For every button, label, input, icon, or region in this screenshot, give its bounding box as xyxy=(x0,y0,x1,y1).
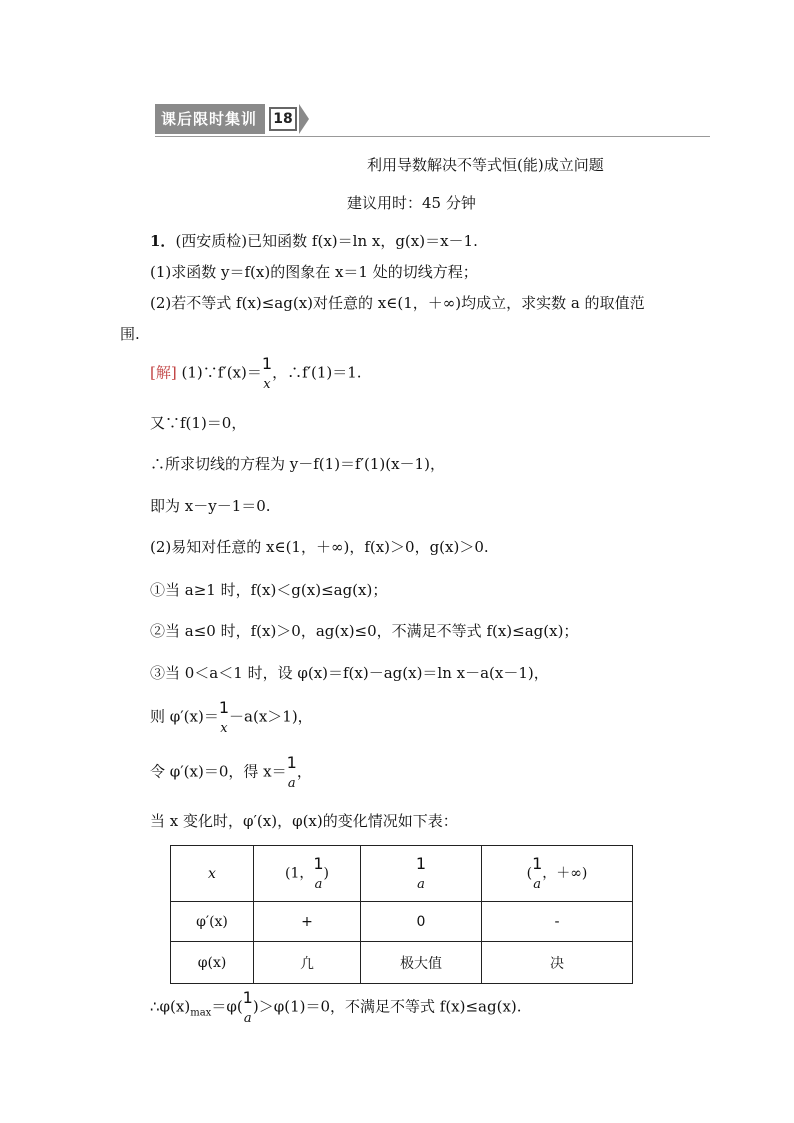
solution-line1 xyxy=(150,356,362,391)
solution-line6: ①当 a≥1 时，f(x)＜g(x)≤ag(x)； xyxy=(150,581,388,599)
problem-part1: (1)求函数 y＝f(x)的图象在 x＝1 处的切线方程； xyxy=(150,263,478,281)
suggested-time: 建议用时：45 分钟 xyxy=(347,194,476,212)
banner-arrow-icon xyxy=(299,104,309,134)
solution-label: [解] xyxy=(150,363,177,382)
fraction-1-over-x: 1 x xyxy=(261,354,273,392)
banner-label: 课后限时集训 xyxy=(155,104,265,134)
solution-line7: ②当 a≤0 时，f(x)＞0，ag(x)≤0，不满足不等式 f(x)≤ag(x)； xyxy=(150,622,579,640)
solution-line2: 又∵f(1)＝0， xyxy=(150,414,247,432)
table-row xyxy=(171,902,633,942)
banner-number: 18 xyxy=(269,107,297,131)
solution-line4: 即为 x－y－1＝0. xyxy=(150,497,271,515)
solution-conclusion: $\therefore\varphi(x)_{max}=\varphi$( 1 a )＞φ(1)＝0，不满足不等式 f(x)≤ag(x). xyxy=(150,988,522,1026)
solution-line9: 则 φ′(x)＝ 1 x －a(x＞1)， xyxy=(150,698,313,736)
fraction-1-over-a-2: 1 a xyxy=(242,988,253,1026)
fraction-1-over-a: 1 a xyxy=(286,753,297,791)
table-cell: 凢 xyxy=(254,942,361,984)
header-rule xyxy=(155,136,710,137)
table-cell: 1 a xyxy=(361,846,482,902)
table-cell: + xyxy=(254,902,361,942)
problem-stem-text: 已知函数 f(x)＝ln x，g(x)＝x－1. xyxy=(247,232,478,250)
fraction-1-over-x-2: 1 x xyxy=(218,698,230,736)
table-cell: (1， 1 a ) xyxy=(254,846,361,902)
problem-stem xyxy=(150,230,478,251)
table-head-dphi: φ′(x) xyxy=(171,902,254,942)
solution-line11: 当 x 变化时，φ′(x)，φ(x)的变化情况如下表： xyxy=(150,812,458,830)
problem-source: (西安质检) xyxy=(175,232,248,250)
problem-part2-line2: 围. xyxy=(120,325,140,343)
solution-line10: 令 φ′(x)＝0，得 x＝ 1 a ， xyxy=(150,753,312,791)
section-banner xyxy=(155,104,309,134)
variation-table xyxy=(170,845,633,984)
table-row xyxy=(171,942,633,984)
solution-line8: ③当 0＜a＜1 时，设 φ(x)＝f(x)－ag(x)＝ln x－a(x－1)， xyxy=(150,664,549,682)
solution-line3: ∴所求切线的方程为 y－f(1)＝f′(1)(x－1)， xyxy=(150,455,445,473)
table-cell: 极大值 xyxy=(361,942,482,984)
table-row xyxy=(171,846,633,902)
table-cell: 决 xyxy=(482,942,633,984)
table-head-phi: φ(x) xyxy=(171,942,254,984)
table-cell: ( 1 a ，＋∞) xyxy=(482,846,633,902)
page-title: 利用导数解决不等式恒(能)成立问题 xyxy=(367,156,604,174)
table-head-x: x xyxy=(171,846,254,902)
solution-line5: (2)易知对任意的 x∈(1，＋∞)，f(x)＞0，g(x)＞0. xyxy=(150,538,489,556)
solution-line1-b: ，∴f′(1)＝1. xyxy=(272,363,362,382)
table-cell: 0 xyxy=(361,902,482,942)
table-cell: - xyxy=(482,902,633,942)
solution-line1-a: (1)∵f′(x)＝ xyxy=(181,363,262,382)
problem-part2-line1: (2)若不等式 f(x)≤ag(x)对任意的 x∈(1，＋∞)均成立，求实数 a 的取值范 xyxy=(150,294,645,312)
problem-number: 1． xyxy=(150,232,176,250)
